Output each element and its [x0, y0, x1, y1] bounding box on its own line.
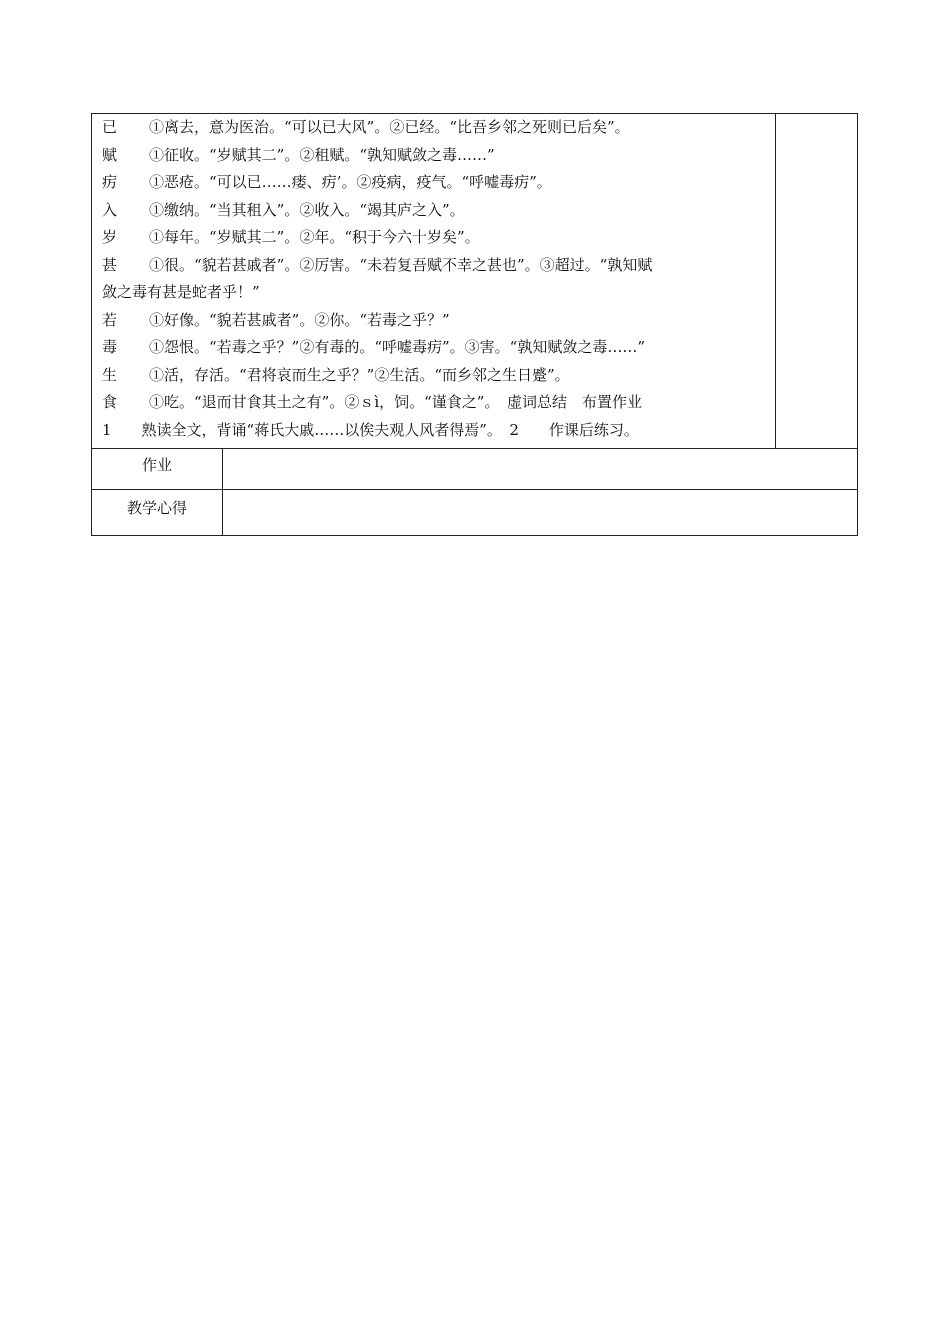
- homework-value-cell: [223, 449, 858, 490]
- entry-definition: ①征收。“岁赋其二”。②租赋。“孰知赋敛之毒……”: [149, 145, 495, 164]
- entry-char: 疠: [102, 173, 118, 191]
- entry-char: 生: [102, 365, 118, 384]
- reflection-value-cell: [223, 490, 858, 536]
- empty-side-cell: [776, 114, 858, 449]
- entry-definition: ①吃。“退而甘食其土之有”。②ｓì，饲。“谨食之”。 虚词总结 布置作业: [149, 393, 642, 411]
- entry-char: 入: [102, 200, 118, 219]
- entry-char: 赋: [102, 145, 118, 164]
- entry-definition: ①很。“貌若甚戚者”。②厉害。“未若复吾赋不幸之甚也”。③超过。“孰知赋: [149, 255, 653, 274]
- entry-char: 若: [102, 310, 118, 329]
- content-cell: [92, 114, 776, 449]
- list-item: [102, 142, 769, 170]
- homework-instructions: 1 熟读全文，背诵“蒋氏大戚……以俟夫观人风者得焉”。 2 作课后练习。: [102, 420, 639, 439]
- entry-char: 食: [102, 393, 118, 411]
- entry-definition: ①离去，意为医治。“可以已大风”。②已经。“比吾乡邻之死则已后矣”。: [149, 118, 630, 136]
- entry-char: 毒: [102, 338, 118, 356]
- list-item: [102, 334, 769, 362]
- list-item: [102, 197, 769, 225]
- homework-row: [92, 449, 858, 490]
- entry-definition: ①恶疮。“可以已……瘘、疠’。②疫病，疫气。“呼嘘毒疠”。: [149, 173, 552, 191]
- entry-definition: ①活，存活。“君将哀而生之乎？”②生活。“而乡邻之生日蹙”。: [149, 365, 570, 384]
- entry-char: 已: [102, 118, 118, 136]
- entry-char: 岁: [102, 228, 118, 246]
- reflection-label: 教学心得: [126, 499, 187, 517]
- list-item: [102, 307, 769, 335]
- reflection-row: [92, 490, 858, 536]
- vocabulary-list: [92, 114, 775, 448]
- entry-definition: ①好像。“貌若甚戚者”。②你。“若毒之乎？”: [149, 310, 450, 329]
- list-item: [102, 169, 769, 197]
- lesson-table: [91, 113, 858, 536]
- entry-char: 甚: [102, 255, 118, 274]
- list-item: [102, 362, 769, 390]
- list-item: [102, 114, 769, 142]
- content-row: [92, 114, 858, 449]
- list-item: [102, 252, 769, 280]
- list-item: [102, 224, 769, 252]
- homework-label-cell: [92, 449, 223, 490]
- entry-definition: ①每年。“岁赋其二”。②年。“积于今六十岁矣”。: [149, 228, 480, 246]
- list-item: [102, 389, 769, 417]
- homework-label: 作业: [141, 456, 172, 474]
- entry-definition: ①怨恨。“若毒之乎？”②有毒的。“呼嘘毒疠”。③害。“孰知赋敛之毒……”: [149, 338, 646, 356]
- reflection-label-cell: [92, 490, 223, 536]
- entry-continuation: 敛之毒有甚是蛇者乎！”: [102, 283, 260, 301]
- entry-definition: ①缴纳。“当其租入”。②收入。“竭其庐之入”。: [149, 200, 465, 219]
